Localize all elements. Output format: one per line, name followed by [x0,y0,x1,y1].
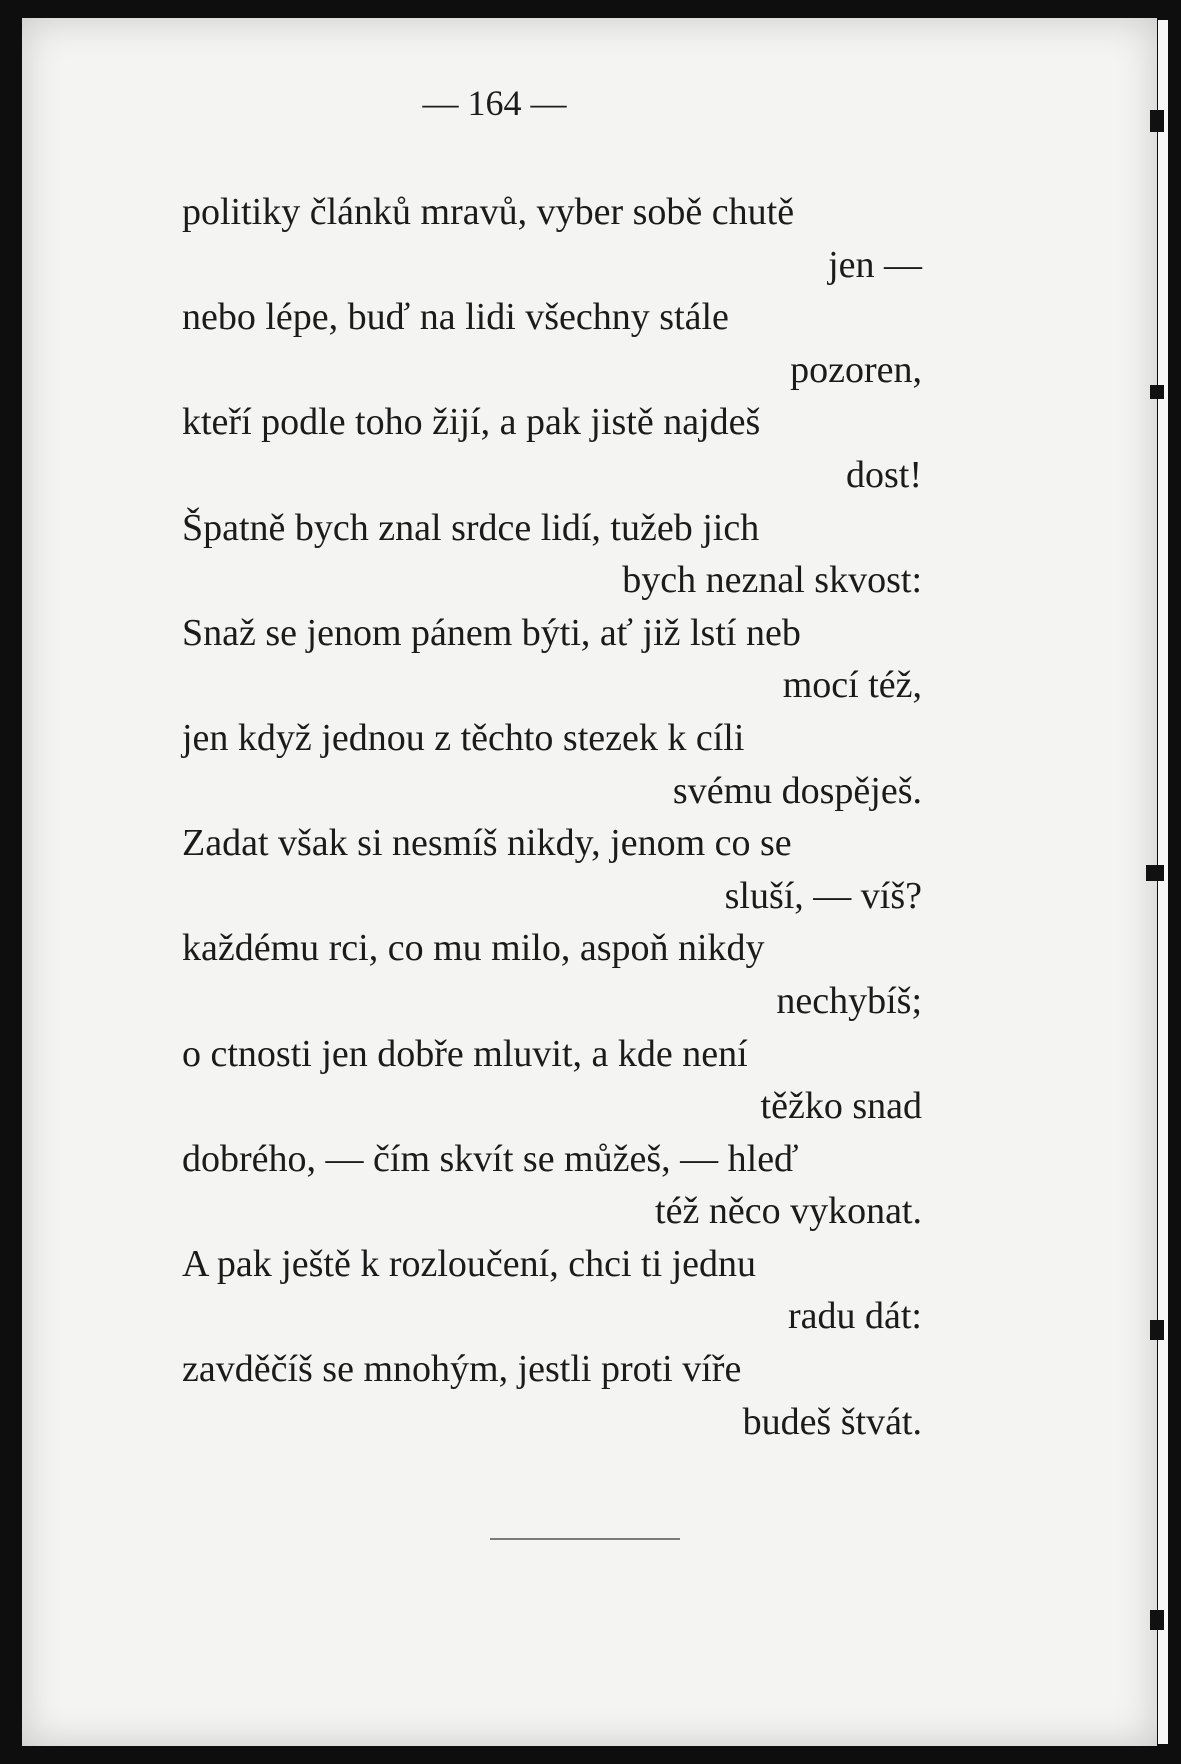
poem-line: pozoren, [790,348,922,391]
poem-line: mocí též, [782,664,922,707]
poem-line: jen když jednou z těchto stezek k cíli [182,716,745,759]
edge-mark [1146,865,1164,881]
poem-line: A pak ještě k rozloučení, chci ti jednu [182,1242,757,1285]
end-rule [490,1538,680,1540]
poem-line: Snaž se jenom pánem býti, ať již lstí neb [182,611,801,654]
poem-line: dost! [846,453,922,496]
book-page [22,18,1157,1746]
poem-line: radu dát: [787,1295,922,1338]
poem-line: Zadat však si nesmíš nikdy, jenom co se [182,822,792,865]
edge-mark [1150,385,1164,399]
edge-mark [1150,1320,1164,1340]
poem-line: bych neznal skvost: [622,559,922,602]
poem-line: o ctnosti jen dobře mluvit, a kde není [182,1032,748,1075]
poem-line: svému dospěješ. [672,769,922,812]
poem-line: sluší, — víš? [724,874,922,917]
poem-line: nebo lépe, buď na lidi všechny stále [182,296,729,339]
page-number: — 164 — [422,83,567,123]
poem-line: politiky článků mravů, vyber sobě chutě [182,191,795,233]
edge-mark [1150,1610,1164,1630]
poem-line: dobrého, — čím skvít se můžeš, — hleď [182,1137,799,1180]
poem-line: každému rci, co mu milo, aspoň nikdy [182,927,765,970]
poem-line: též něco vykonat. [655,1190,922,1233]
edge-mark [1150,110,1164,132]
poem-line: budeš štvát. [742,1400,922,1443]
poem-line: nechybíš; [776,979,922,1022]
poem-line: Špatně bych znal srdce lidí, tužeb jich [182,506,760,549]
poem-line: těžko snad [760,1085,922,1128]
poem-line: jen — [828,243,922,286]
page-edge [1158,20,1168,1744]
poem-line: zavděčíš se mnohým, jestli proti víře [182,1348,742,1391]
poem-line: kteří podle toho žijí, a pak jistě najdeš [182,401,761,444]
poem-text [182,186,982,1448]
